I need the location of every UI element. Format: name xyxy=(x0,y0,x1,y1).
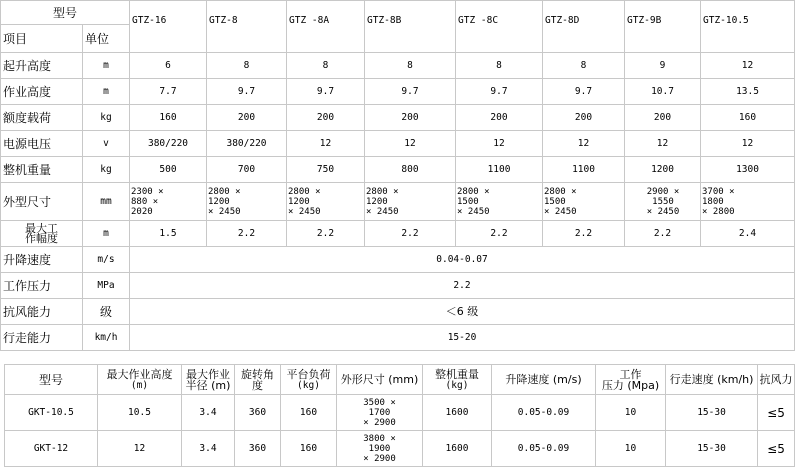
header-pressure: 工作 压力 (Mpa) xyxy=(596,365,666,395)
row-unit: mm xyxy=(83,183,130,221)
cell: 360 xyxy=(235,395,281,431)
cell: ≤5 xyxy=(758,395,795,431)
model-header: GTZ-8 xyxy=(207,1,287,53)
table-row xyxy=(1,131,795,157)
cell: 8 xyxy=(287,53,365,79)
model-header: GTZ-8D xyxy=(543,1,625,53)
cell: 160 xyxy=(281,431,337,467)
size-cell: 3500 × 1700 × 2900 xyxy=(337,395,423,431)
header-lift-speed: 升降速度 (m/s) xyxy=(492,365,596,395)
cell: 200 xyxy=(365,105,456,131)
cell: 1300 xyxy=(701,157,795,183)
row-label: 作业高度 xyxy=(1,79,83,105)
cell: 3.4 xyxy=(182,395,235,431)
cell: 380/220 xyxy=(130,131,207,157)
size-cell: 2800 × 1500 × 2450 xyxy=(456,183,543,221)
header-model: 型号 xyxy=(5,365,98,395)
table-row-merged xyxy=(1,325,795,351)
model-header: GTZ-16 xyxy=(130,1,207,53)
size-cell: 2800 × 1500 × 2450 xyxy=(543,183,625,221)
cell: 10 xyxy=(596,395,666,431)
row-unit: m xyxy=(83,221,130,247)
size-cell: 2300 × 880 × 2020 xyxy=(130,183,207,221)
cell: 13.5 xyxy=(701,79,795,105)
merged-cell: 0.04-0.07 xyxy=(130,247,795,273)
cell: 3.4 xyxy=(182,431,235,467)
cell: 12 xyxy=(701,131,795,157)
model-header: GTZ-10.5 xyxy=(701,1,795,53)
cell: 9.7 xyxy=(365,79,456,105)
row-unit: 级 xyxy=(83,299,130,325)
size-cell: 2800 × 1200 × 2450 xyxy=(207,183,287,221)
row-unit: kg xyxy=(83,157,130,183)
cell: 380/220 xyxy=(207,131,287,157)
cell: 12 xyxy=(625,131,701,157)
cell-model: GKT-12 xyxy=(5,431,98,467)
model-header: GTZ -8A xyxy=(287,1,365,53)
cell: 15-30 xyxy=(666,395,758,431)
cell: 9.7 xyxy=(456,79,543,105)
cell: 8 xyxy=(365,53,456,79)
corner-unit-label: 单位 xyxy=(83,25,130,53)
cell: 15-30 xyxy=(666,431,758,467)
cell: 200 xyxy=(207,105,287,131)
merged-cell: ＜6 级 xyxy=(130,299,795,325)
cell: 8 xyxy=(543,53,625,79)
cell: 2.2 xyxy=(625,221,701,247)
table-row xyxy=(1,157,795,183)
cell: 160 xyxy=(701,105,795,131)
spec-table-gkt xyxy=(4,364,795,467)
cell: 2.2 xyxy=(207,221,287,247)
cell: 1100 xyxy=(456,157,543,183)
row-unit: km/h xyxy=(83,325,130,351)
cell: 1100 xyxy=(543,157,625,183)
size-cell: 3700 × 1800 × 2800 xyxy=(701,183,795,221)
row-label: 升降速度 xyxy=(1,247,83,273)
cell: 200 xyxy=(287,105,365,131)
row-label: 抗风能力 xyxy=(1,299,83,325)
row-label: 整机重量 xyxy=(1,157,83,183)
merged-cell: 2.2 xyxy=(130,273,795,299)
cell: 1.5 xyxy=(130,221,207,247)
cell: 2.4 xyxy=(701,221,795,247)
table-row-merged xyxy=(1,247,795,273)
cell: 1600 xyxy=(423,395,492,431)
cell: 8 xyxy=(456,53,543,79)
header-platform-load: 平台负荷 (kg) xyxy=(281,365,337,395)
row-unit: kg xyxy=(83,105,130,131)
table-row xyxy=(1,221,795,247)
cell: 8 xyxy=(207,53,287,79)
header-max-height: 最大作业高度 (m) xyxy=(98,365,182,395)
size-cell: 2800 × 1200 × 2450 xyxy=(287,183,365,221)
header-row-model xyxy=(1,1,795,25)
cell: 6 xyxy=(130,53,207,79)
header-travel-speed: 行走速度 (km/h) xyxy=(666,365,758,395)
table-row-merged xyxy=(1,299,795,325)
cell: 12 xyxy=(543,131,625,157)
cell: 160 xyxy=(130,105,207,131)
cell: 10.5 xyxy=(98,395,182,431)
table-row-merged xyxy=(1,273,795,299)
cell: 200 xyxy=(456,105,543,131)
cell: 800 xyxy=(365,157,456,183)
row-label: 起升高度 xyxy=(1,53,83,79)
header-size: 外形尺寸 (mm) xyxy=(337,365,423,395)
corner-item-label: 项目 xyxy=(1,25,83,53)
model-header: GTZ -8C xyxy=(456,1,543,53)
cell: 2.2 xyxy=(456,221,543,247)
cell: 9 xyxy=(625,53,701,79)
row-unit: m xyxy=(83,79,130,105)
row-label: 电源电压 xyxy=(1,131,83,157)
cell: 700 xyxy=(207,157,287,183)
cell: 0.05-0.09 xyxy=(492,395,596,431)
cell: 160 xyxy=(281,395,337,431)
header-wind: 抗风力 xyxy=(758,365,795,395)
row-unit: m/s xyxy=(83,247,130,273)
cell: 10 xyxy=(596,431,666,467)
size-cell: 2800 × 1200 × 2450 xyxy=(365,183,456,221)
corner-model-label: 型号 xyxy=(1,1,130,25)
row-label: 行走能力 xyxy=(1,325,83,351)
cell: 360 xyxy=(235,431,281,467)
table-row xyxy=(5,431,795,467)
table-row xyxy=(1,53,795,79)
row-unit: v xyxy=(83,131,130,157)
row-label-radius: 最大工 作幅度 xyxy=(1,221,83,247)
row-unit: MPa xyxy=(83,273,130,299)
cell: 2.2 xyxy=(543,221,625,247)
table-row xyxy=(5,395,795,431)
cell: 750 xyxy=(287,157,365,183)
row-label: 工作压力 xyxy=(1,273,83,299)
header-max-radius: 最大作业 半径 (m) xyxy=(182,365,235,395)
cell: 1600 xyxy=(423,431,492,467)
header-rotation: 旋转角 度 xyxy=(235,365,281,395)
cell: 2.2 xyxy=(365,221,456,247)
table-row xyxy=(1,105,795,131)
cell: 1200 xyxy=(625,157,701,183)
table2-header-row xyxy=(5,365,795,395)
merged-cell: 15-20 xyxy=(130,325,795,351)
cell: 9.7 xyxy=(287,79,365,105)
cell: 12 xyxy=(287,131,365,157)
row-label: 额度载荷 xyxy=(1,105,83,131)
cell: 200 xyxy=(543,105,625,131)
model-header: GTZ-9B xyxy=(625,1,701,53)
cell: 12 xyxy=(365,131,456,157)
size-cell: 2900 × 1550 × 2450 xyxy=(625,183,701,221)
header-weight: 整机重量 (kg) xyxy=(423,365,492,395)
model-header: GTZ-8B xyxy=(365,1,456,53)
cell-model: GKT-10.5 xyxy=(5,395,98,431)
cell: 7.7 xyxy=(130,79,207,105)
table-row-size xyxy=(1,183,795,221)
cell: 200 xyxy=(625,105,701,131)
cell: 9.7 xyxy=(543,79,625,105)
cell: 9.7 xyxy=(207,79,287,105)
cell: 12 xyxy=(456,131,543,157)
row-label: 外型尺寸 xyxy=(1,183,83,221)
cell: 0.05-0.09 xyxy=(492,431,596,467)
cell: 12 xyxy=(701,53,795,79)
size-cell: 3800 × 1900 × 2900 xyxy=(337,431,423,467)
table-row xyxy=(1,79,795,105)
cell: 10.7 xyxy=(625,79,701,105)
row-unit: m xyxy=(83,53,130,79)
cell: 500 xyxy=(130,157,207,183)
cell: ≤5 xyxy=(758,431,795,467)
cell: 12 xyxy=(98,431,182,467)
cell: 2.2 xyxy=(287,221,365,247)
